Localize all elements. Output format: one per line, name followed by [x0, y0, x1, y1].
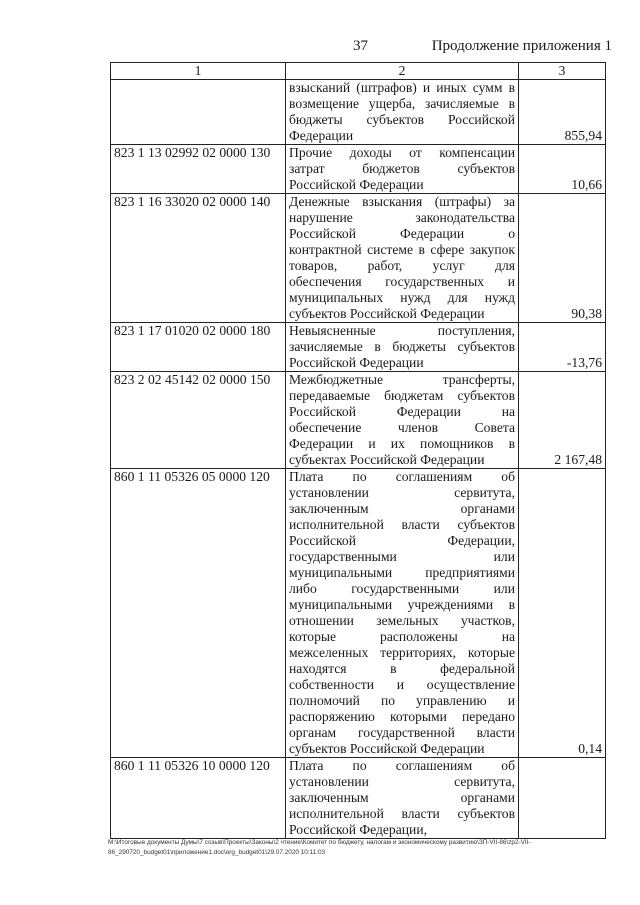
revenue-code: 860 1 11 05326 05 0000 120 [111, 469, 286, 758]
description-line: контрактной системе в сфере закупок [289, 242, 515, 257]
page-number: 37 [353, 38, 368, 54]
description-line: муниципальных нужд для нужд [289, 290, 515, 305]
description-line: субъектах Российской Федерации [289, 452, 485, 467]
description-line: затрат бюджетов субъектов [289, 161, 515, 176]
revenue-code [111, 80, 286, 145]
description-line: нарушение законодательства [289, 210, 515, 225]
description-line: отношении земельных участков, [289, 613, 515, 628]
revenue-description [286, 80, 519, 145]
description-line: полномочий по управлению и [289, 693, 515, 708]
description-line: распоряжению которыми передано [289, 709, 515, 724]
description-line: обеспечения государственных и [289, 274, 515, 289]
description-line: возмещение ущерба, зачисляемые в [289, 96, 515, 111]
footer-line-2: 86_290720_budget01\приложение1.doc\org_budget01\29.07.2020 10:11:03 [108, 849, 326, 856]
description-line: субъектов Российской Федерации [289, 306, 485, 321]
column-header-1: 1 [111, 63, 286, 80]
description-line: товаров, работ, услуг для [289, 258, 515, 273]
description-line: Плата по соглашениям об [289, 758, 515, 773]
table-row [111, 469, 606, 758]
revenue-amount: 10,66 [519, 145, 606, 194]
description-line: Невыясненные поступления, [289, 323, 515, 338]
continuation-label: Продолжение приложения 1 [431, 38, 612, 54]
description-line: собственности и осуществление [289, 677, 515, 692]
description-line: взысканий (штрафов) и иных сумм в [289, 80, 515, 95]
description-line: субъектов Российской Федерации [289, 741, 485, 756]
description-line: заключенным органами [289, 501, 515, 516]
revenue-description [286, 469, 519, 758]
table-row [111, 145, 606, 194]
description-line: Федерации [289, 128, 354, 143]
revenue-description [286, 758, 519, 839]
table-row [111, 80, 606, 145]
column-header-2: 2 [286, 63, 519, 80]
document-path-footer [108, 838, 613, 858]
revenue-code: 823 2 02 45142 02 0000 150 [111, 372, 286, 469]
description-line: Российской Федерации, [289, 822, 427, 837]
column-header-3: 3 [519, 63, 606, 80]
description-line: бюджеты субъектов Российской [289, 112, 515, 127]
description-line: Плата по соглашениям об [289, 469, 515, 484]
revenue-amount: -13,76 [519, 323, 606, 372]
description-line: исполнительной власти субъектов [289, 517, 515, 532]
description-line: зачисляемые в бюджеты субъектов [289, 339, 515, 354]
description-line: Российской Федерации на [289, 404, 515, 419]
revenue-description [286, 323, 519, 372]
description-line: Межбюджетные трансферты, [289, 372, 515, 387]
description-line: Российской Федерации [289, 177, 424, 192]
table-row [111, 372, 606, 469]
table-row [111, 758, 606, 839]
table-row [111, 323, 606, 372]
revenue-amount [519, 758, 606, 839]
description-line: передаваемые бюджетам субъектов [289, 388, 515, 403]
description-line: Российской Федерации о [289, 226, 515, 241]
revenue-description [286, 194, 519, 323]
description-line: муниципальными предприятиями [289, 565, 515, 580]
revenue-amount: 2 167,48 [519, 372, 606, 469]
revenue-amount: 855,94 [519, 80, 606, 145]
description-line: установлении сервитута, [289, 485, 515, 500]
revenue-code: 860 1 11 05326 10 0000 120 [111, 758, 286, 839]
description-line: находятся в федеральной [289, 661, 515, 676]
table-row [111, 194, 606, 323]
footer-line-1: М:\Итоговые документы Думы\7 созыв\Проекты\Законы\2 чтение\Комитет по бюджету, налогам и экономическому развитию\ЗП-VII-86\zp2-VII- [108, 839, 531, 846]
revenue-table [110, 62, 606, 839]
description-line: муниципальными учреждениями в [289, 597, 515, 612]
description-line: Денежные взыскания (штрафы) за [289, 194, 515, 209]
description-line: обеспечение членов Совета [289, 420, 515, 435]
description-line: органам государственной власти [289, 725, 515, 740]
revenue-amount: 0,14 [519, 469, 606, 758]
description-line: заключенным органами [289, 790, 515, 805]
revenue-amount: 90,38 [519, 194, 606, 323]
description-line: исполнительной власти субъектов [289, 806, 515, 821]
description-line: Российской Федерации [289, 355, 424, 370]
revenue-code: 823 1 17 01020 02 0000 180 [111, 323, 286, 372]
table-header-row [111, 63, 606, 80]
revenue-code: 823 1 16 33020 02 0000 140 [111, 194, 286, 323]
revenue-code: 823 1 13 02992 02 0000 130 [111, 145, 286, 194]
description-line: Прочие доходы от компенсации [289, 145, 515, 160]
description-line: Российской Федерации, [289, 533, 515, 548]
revenue-description [286, 145, 519, 194]
revenue-description [286, 372, 519, 469]
description-line: либо государственными или [289, 581, 515, 596]
description-line: государственными или [289, 549, 515, 564]
description-line: Федерации и их помощников в [289, 436, 515, 451]
description-line: которые расположены на [289, 629, 515, 644]
description-line: межселенных территориях, которые [289, 645, 515, 660]
description-line: установлении сервитута, [289, 774, 515, 789]
